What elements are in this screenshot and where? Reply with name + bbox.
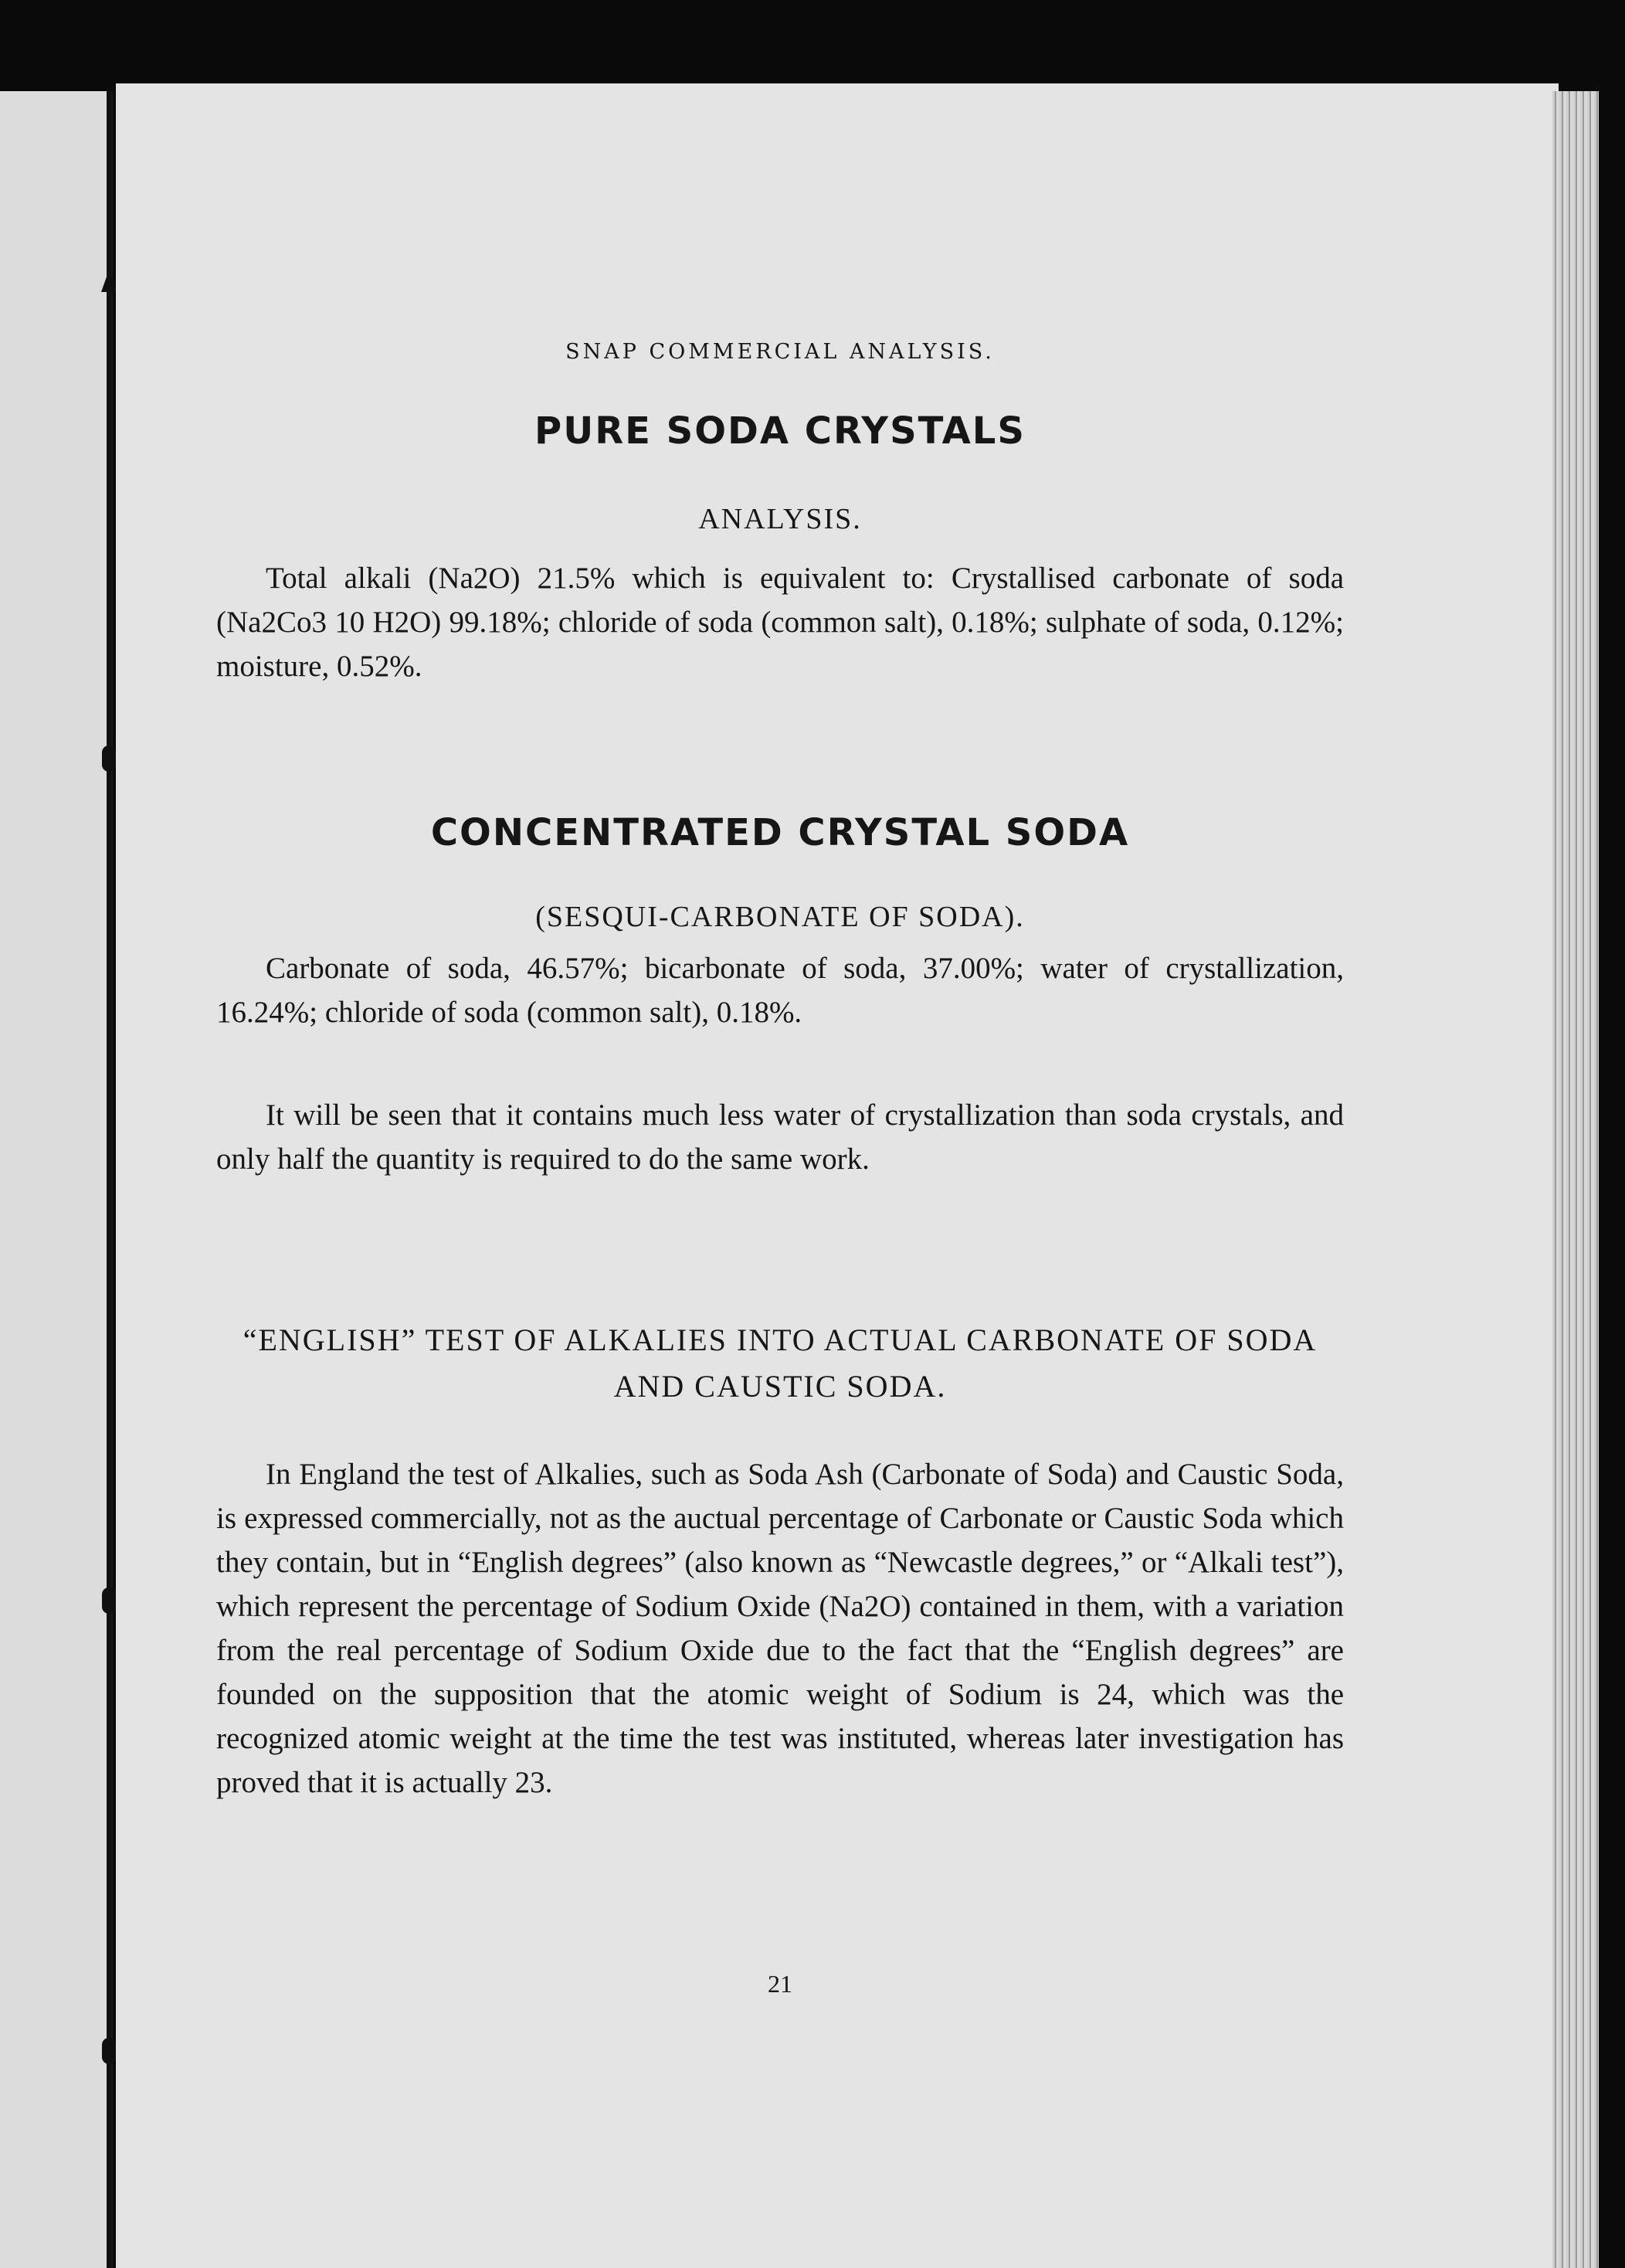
page-stack-edge [1552,91,1599,2268]
section-subtitle-sesqui-carbonate: (SESQUI-CARBONATE OF SODA). [535,901,1025,933]
section-title-concentrated-crystal-soda: CONCENTRATED CRYSTAL SODA [430,811,1130,854]
running-head: SNAP COMMERCIAL ANALYSIS. [565,340,995,364]
binding-stitch-mark [101,270,117,292]
paragraph-water-comparison: It will be seen that it contains much less water of crystallization than soda crystals, and only half the quantity is required to do the same work. [216,1098,1344,1176]
binding-stitch-mark [102,1587,116,1614]
binding-stitch-mark [102,745,116,772]
facing-page-edge [0,91,113,2268]
section-title-pure-soda-crystals: PURE SODA CRYSTALS [534,409,1026,453]
binding-stitch-mark [102,2038,116,2064]
section-subtitle-analysis: ANALYSIS. [698,503,862,535]
paragraph-carbonate-composition: Carbonate of soda, 46.57%; bicarbonate of soda, 37.00%; water of crystallization, 16.24%; chloride of soda (common salt), 0.18%. [216,952,1344,1029]
page-number: 21 [768,1970,792,1998]
book-binding [107,91,111,2268]
section-title-english-test: “ENGLISH” TEST OF ALKALIES INTO ACTUAL CARBONATE OF SODA AND CAUSTIC SODA. [243,1322,1318,1404]
paragraph-analysis: Total alkali (Na2O) 21.5% which is equivalent to: Crystallised carbonate of soda (Na2Co3 10 H2O) 99.18%; chloride of soda (common salt), 0.18%; sulphate of soda, 0.12%; moisture, 0.52%. [216,562,1344,683]
paragraph-english-degrees: In England the test of Alkalies, such as Soda Ash (Carbonate of Soda) and Caustic Soda, is expressed commercially, not as the auctual percentage of Carbonate or Caustic Soda which they contain, but in “English degrees” (also known as “Newcastle degrees,” or “Alkali test”), which represent the percentage of Sodium Oxide (Na2O) contained in them, with a variation from the real percentage of Sodium Oxide due to the fact that the “English degrees” are founded on the supposition that the atomic weight of Sodium is 24, which was the recognized atomic weight at the time the test was instituted, whereas later investigation has proved that it is actually 23. [216,1458,1344,1799]
